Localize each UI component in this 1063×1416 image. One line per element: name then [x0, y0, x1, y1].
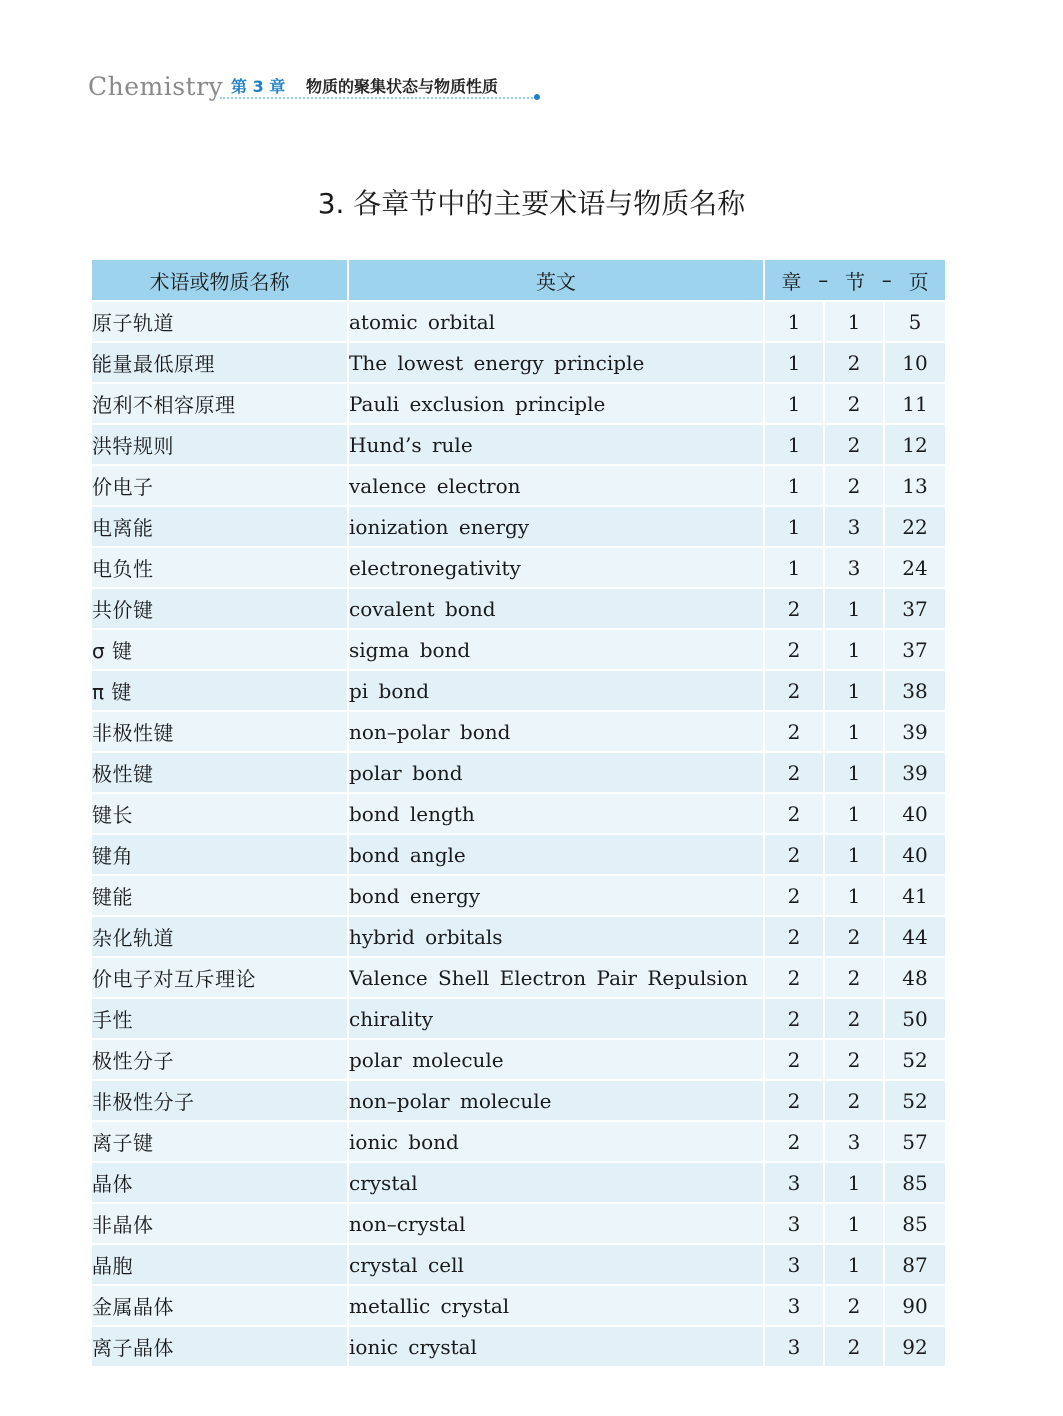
english-cell: non–crystal — [348, 1203, 764, 1244]
chapter-cell: 2 — [764, 1039, 824, 1080]
chapter-cell: 1 — [764, 342, 824, 383]
page-cell: 85 — [884, 1203, 945, 1244]
page-cell: 87 — [884, 1244, 945, 1285]
section-cell: 2 — [824, 957, 884, 998]
book-name: Chemistry — [88, 72, 224, 101]
table-row — [92, 1121, 945, 1162]
ref-header-dash: – — [881, 268, 892, 292]
english-cell: metallic crystal — [348, 1285, 764, 1326]
chapter-cell: 1 — [764, 465, 824, 506]
english-cell: non–polar bond — [348, 711, 764, 752]
table-row — [92, 301, 945, 342]
section-cell: 1 — [824, 752, 884, 793]
table-row — [92, 588, 945, 629]
term-cell: 晶胞 — [92, 1244, 348, 1285]
term-cell: 非极性分子 — [92, 1080, 348, 1121]
english-cell: Valence Shell Electron Pair Repulsion — [348, 957, 764, 998]
chapter-cell: 3 — [764, 1203, 824, 1244]
english-cell: hybrid orbitals — [348, 916, 764, 957]
page-cell: 12 — [884, 424, 945, 465]
term-cell: 电离能 — [92, 506, 348, 547]
table-row — [92, 1326, 945, 1366]
english-cell: ionic crystal — [348, 1326, 764, 1366]
table-row — [92, 752, 945, 793]
ref-header-section: 节 — [844, 269, 865, 294]
english-cell: crystal — [348, 1162, 764, 1203]
english-cell: Pauli exclusion principle — [348, 383, 764, 424]
page-cell: 38 — [884, 670, 945, 711]
term-cell: 价电子 — [92, 465, 348, 506]
section-cell: 3 — [824, 1121, 884, 1162]
term-cell: 能量最低原理 — [92, 342, 348, 383]
section-cell: 1 — [824, 834, 884, 875]
table-row — [92, 1203, 945, 1244]
english-cell: crystal cell — [348, 1244, 764, 1285]
section-cell: 3 — [824, 506, 884, 547]
table-header-row — [92, 260, 945, 301]
english-cell: Hund’s rule — [348, 424, 764, 465]
term-cell: σ 键 — [92, 629, 348, 670]
table-row — [92, 834, 945, 875]
english-cell: valence electron — [348, 465, 764, 506]
ref-header-dash: – — [818, 268, 829, 292]
chapter-cell: 2 — [764, 1080, 824, 1121]
section-cell: 1 — [824, 875, 884, 916]
table-row — [92, 916, 945, 957]
chapter-cell: 3 — [764, 1244, 824, 1285]
term-cell: 键长 — [92, 793, 348, 834]
table-row — [92, 1039, 945, 1080]
table-row — [92, 793, 945, 834]
page-cell: 10 — [884, 342, 945, 383]
term-cell: 原子轨道 — [92, 301, 348, 342]
term-cell: 非晶体 — [92, 1203, 348, 1244]
page-cell: 37 — [884, 588, 945, 629]
chapter-cell: 2 — [764, 752, 824, 793]
english-cell: covalent bond — [348, 588, 764, 629]
chapter-cell: 2 — [764, 834, 824, 875]
table-row — [92, 342, 945, 383]
english-cell: electronegativity — [348, 547, 764, 588]
table-row — [92, 424, 945, 465]
chapter-cell: 2 — [764, 916, 824, 957]
chapter-cell: 2 — [764, 629, 824, 670]
term-cell: 杂化轨道 — [92, 916, 348, 957]
page-cell: 37 — [884, 629, 945, 670]
chapter-cell: 2 — [764, 670, 824, 711]
running-header — [88, 70, 540, 104]
english-cell: atomic orbital — [348, 301, 764, 342]
page-cell: 48 — [884, 957, 945, 998]
table-row — [92, 383, 945, 424]
section-cell: 1 — [824, 670, 884, 711]
section-cell: 2 — [824, 342, 884, 383]
english-cell: ionic bond — [348, 1121, 764, 1162]
term-cell: 非极性键 — [92, 711, 348, 752]
table-row — [92, 998, 945, 1039]
page-cell: 44 — [884, 916, 945, 957]
english-cell: chirality — [348, 998, 764, 1039]
chapter-cell: 2 — [764, 793, 824, 834]
term-cell: 价电子对互斥理论 — [92, 957, 348, 998]
section-title: 3. 各章节中的主要术语与物质名称 — [317, 187, 746, 220]
page-cell: 40 — [884, 793, 945, 834]
term-cell: π 键 — [92, 670, 348, 711]
english-cell: bond energy — [348, 875, 764, 916]
header-dotted-rule — [220, 97, 536, 99]
chapter-title: 物质的聚集状态与物质性质 — [306, 77, 499, 96]
english-cell: sigma bond — [348, 629, 764, 670]
chapter-cell: 2 — [764, 875, 824, 916]
page-cell: 85 — [884, 1162, 945, 1203]
ref-header-chapter: 章 — [781, 269, 802, 294]
section-cell: 1 — [824, 1203, 884, 1244]
table-row — [92, 629, 945, 670]
chapter-cell: 1 — [764, 547, 824, 588]
table-row — [92, 670, 945, 711]
section-cell: 3 — [824, 547, 884, 588]
english-cell: ionization energy — [348, 506, 764, 547]
chapter-cell: 2 — [764, 998, 824, 1039]
chapter-cell: 1 — [764, 506, 824, 547]
term-cell: 洪特规则 — [92, 424, 348, 465]
table-row — [92, 875, 945, 916]
table-row — [92, 506, 945, 547]
chapter-cell: 3 — [764, 1162, 824, 1203]
ref-header-page: 页 — [908, 269, 929, 294]
section-cell: 1 — [824, 793, 884, 834]
table-row — [92, 1285, 945, 1326]
chapter-label: 第 3 章 — [231, 77, 286, 96]
section-cell: 1 — [824, 1162, 884, 1203]
english-cell: pi bond — [348, 670, 764, 711]
term-cell: 金属晶体 — [92, 1285, 348, 1326]
terms-table — [92, 260, 945, 1366]
page-cell: 39 — [884, 752, 945, 793]
page-cell: 40 — [884, 834, 945, 875]
term-cell: 键能 — [92, 875, 348, 916]
term-cell: 极性分子 — [92, 1039, 348, 1080]
term-cell: 离子键 — [92, 1121, 348, 1162]
page-cell: 22 — [884, 506, 945, 547]
column-header-reference — [764, 260, 945, 301]
english-cell: polar molecule — [348, 1039, 764, 1080]
table-row — [92, 711, 945, 752]
term-cell: 晶体 — [92, 1162, 348, 1203]
table-row — [92, 957, 945, 998]
term-cell: 手性 — [92, 998, 348, 1039]
section-cell: 2 — [824, 1326, 884, 1366]
table-body — [92, 301, 945, 1366]
english-cell: bond length — [348, 793, 764, 834]
page-cell: 13 — [884, 465, 945, 506]
table-row — [92, 547, 945, 588]
chapter-cell: 2 — [764, 957, 824, 998]
header-dot — [534, 94, 540, 100]
section-cell: 2 — [824, 916, 884, 957]
term-cell: 电负性 — [92, 547, 348, 588]
section-cell: 1 — [824, 588, 884, 629]
term-cell: 极性键 — [92, 752, 348, 793]
chapter-cell: 2 — [764, 588, 824, 629]
page-cell: 11 — [884, 383, 945, 424]
chapter-cell: 1 — [764, 383, 824, 424]
section-cell: 1 — [824, 1244, 884, 1285]
term-cell: 离子晶体 — [92, 1326, 348, 1366]
section-cell: 2 — [824, 1039, 884, 1080]
section-cell: 2 — [824, 424, 884, 465]
column-header-english: 英文 — [348, 260, 764, 301]
table-row — [92, 1244, 945, 1285]
table-row — [92, 465, 945, 506]
english-cell: non–polar molecule — [348, 1080, 764, 1121]
page-cell: 90 — [884, 1285, 945, 1326]
section-cell: 2 — [824, 1285, 884, 1326]
column-header-term: 术语或物质名称 — [92, 260, 348, 301]
chapter-cell: 1 — [764, 424, 824, 465]
section-cell: 2 — [824, 465, 884, 506]
table-row — [92, 1080, 945, 1121]
page-cell: 39 — [884, 711, 945, 752]
section-cell: 2 — [824, 383, 884, 424]
term-cell: 共价键 — [92, 588, 348, 629]
table-row — [92, 1162, 945, 1203]
section-cell: 1 — [824, 711, 884, 752]
english-cell: The lowest energy principle — [348, 342, 764, 383]
english-cell: polar bond — [348, 752, 764, 793]
english-cell: bond angle — [348, 834, 764, 875]
page-cell: 57 — [884, 1121, 945, 1162]
term-cell: 泡利不相容原理 — [92, 383, 348, 424]
page-cell: 50 — [884, 998, 945, 1039]
section-cell: 2 — [824, 1080, 884, 1121]
page-cell: 24 — [884, 547, 945, 588]
chapter-cell: 2 — [764, 711, 824, 752]
section-cell: 2 — [824, 998, 884, 1039]
chapter-cell: 1 — [764, 301, 824, 342]
page-cell: 52 — [884, 1080, 945, 1121]
chapter-cell: 3 — [764, 1326, 824, 1366]
page-cell: 52 — [884, 1039, 945, 1080]
section-cell: 1 — [824, 301, 884, 342]
chapter-cell: 3 — [764, 1285, 824, 1326]
page-cell: 92 — [884, 1326, 945, 1366]
chapter-cell: 2 — [764, 1121, 824, 1162]
page-cell: 41 — [884, 875, 945, 916]
term-cell: 键角 — [92, 834, 348, 875]
section-cell: 1 — [824, 629, 884, 670]
page-cell: 5 — [884, 301, 945, 342]
